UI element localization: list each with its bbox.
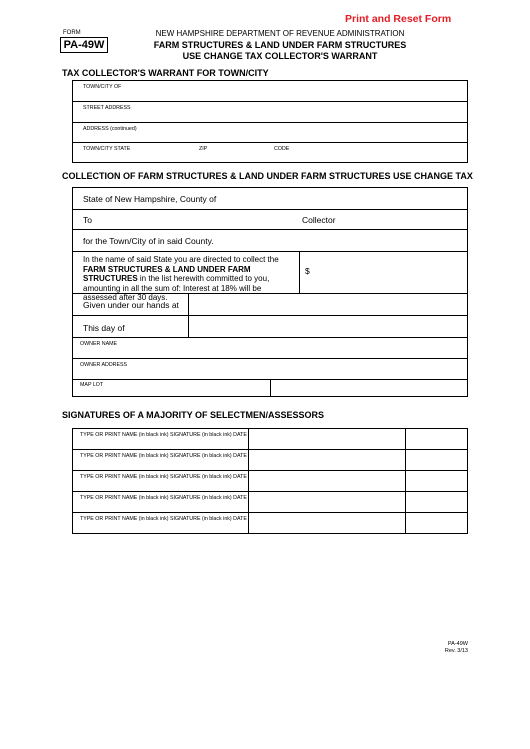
street-address-label: STREET ADDRESS	[83, 105, 131, 111]
owner-address-field[interactable]	[73, 359, 467, 380]
map-lot-row[interactable]	[73, 380, 467, 397]
street-address-field[interactable]	[73, 102, 467, 123]
form-title-line2: USE CHANGE TAX COLLECTOR'S WARRANT	[182, 51, 378, 61]
form-label: FORM	[63, 30, 81, 36]
town-field[interactable]	[73, 230, 467, 252]
code-label: CODE	[274, 146, 290, 152]
owner-name-label: OWNER NAME	[80, 341, 118, 347]
warrant-address-box	[72, 80, 468, 163]
dollar-sign: $	[305, 266, 310, 276]
instruction-text: In the name of said State you are directed to collect the FARM STRUCTURES & LAND UNDER FARM STRUCTURES in the list herewith committed to you, amounting in all the sum of: Interest at 18% will be assessed after 30 days.	[83, 255, 279, 302]
collector-label: Collector	[302, 215, 336, 225]
signatures-section-heading: SIGNATURES OF A MAJORITY OF SELECTMEN/ASSESSORS	[62, 410, 325, 420]
signature-row-label: TYPE OR PRINT NAME (in black ink) SIGNATURE (in black ink) DATE	[80, 516, 247, 522]
county-label: State of New Hampshire, County of	[83, 194, 217, 204]
collection-section-heading: COLLECTION OF FARM STRUCTURES & LAND UNDER FARM STRUCTURES USE CHANGE TAX	[62, 171, 473, 181]
signature-row-label: TYPE OR PRINT NAME (in black ink) SIGNATURE (in black ink) DATE	[80, 474, 247, 480]
signature-row[interactable]	[73, 429, 467, 450]
zip-label: ZIP	[199, 146, 208, 152]
warrant-section-heading: TAX COLLECTOR'S WARRANT FOR TOWN/CITY	[62, 68, 269, 78]
owner-address-label: OWNER ADDRESS	[80, 362, 128, 368]
town-city-label: TOWN/CITY OF	[83, 84, 122, 90]
county-field[interactable]	[73, 188, 467, 210]
form-number-badge: PA-49W	[60, 37, 108, 53]
collection-box	[72, 187, 468, 397]
signature-row[interactable]	[73, 492, 467, 513]
signatures-box	[72, 428, 468, 534]
given-under-label: Given under our hands at	[83, 300, 179, 310]
owner-name-field[interactable]	[73, 338, 467, 359]
signature-row-label: TYPE OR PRINT NAME (in black ink) SIGNATURE (in black ink) DATE	[80, 432, 247, 438]
amount-row	[73, 252, 467, 302]
print-reset-button[interactable]: Print and Reset Form	[345, 13, 452, 25]
signature-row[interactable]	[73, 513, 467, 534]
signature-row[interactable]	[73, 471, 467, 492]
form-title-line1: FARM STRUCTURES & LAND UNDER FARM STRUCTURES	[153, 40, 407, 50]
signature-row-label: TYPE OR PRINT NAME (in black ink) SIGNATURE (in black ink) DATE	[80, 495, 247, 501]
town-city-state-row[interactable]	[73, 143, 467, 163]
footer-revision: Rev. 3/13	[444, 648, 468, 654]
given-under-row[interactable]	[73, 294, 467, 316]
map-lot-label: MAP LOT	[80, 382, 104, 388]
this-day-row[interactable]	[73, 316, 467, 338]
collector-row[interactable]	[73, 210, 467, 230]
town-city-field[interactable]	[73, 81, 467, 102]
this-day-label: This day of	[83, 323, 125, 333]
signature-row-label: TYPE OR PRINT NAME (in black ink) SIGNATURE (in black ink) DATE	[80, 453, 247, 459]
address-continued-label: ADDRESS (continued)	[83, 126, 137, 132]
footer-form-number: PA-49W	[447, 641, 468, 647]
town-city-state-label: TOWN/CITY STATE	[83, 146, 131, 152]
department-name: NEW HAMPSHIRE DEPARTMENT OF REVENUE ADMINISTRATION	[155, 29, 405, 38]
signature-row[interactable]	[73, 450, 467, 471]
amount-input[interactable]	[315, 254, 465, 291]
address-continued-field[interactable]	[73, 123, 467, 143]
to-label: To	[83, 215, 92, 225]
for-town-label: for the Town/City of in said County.	[83, 236, 214, 246]
